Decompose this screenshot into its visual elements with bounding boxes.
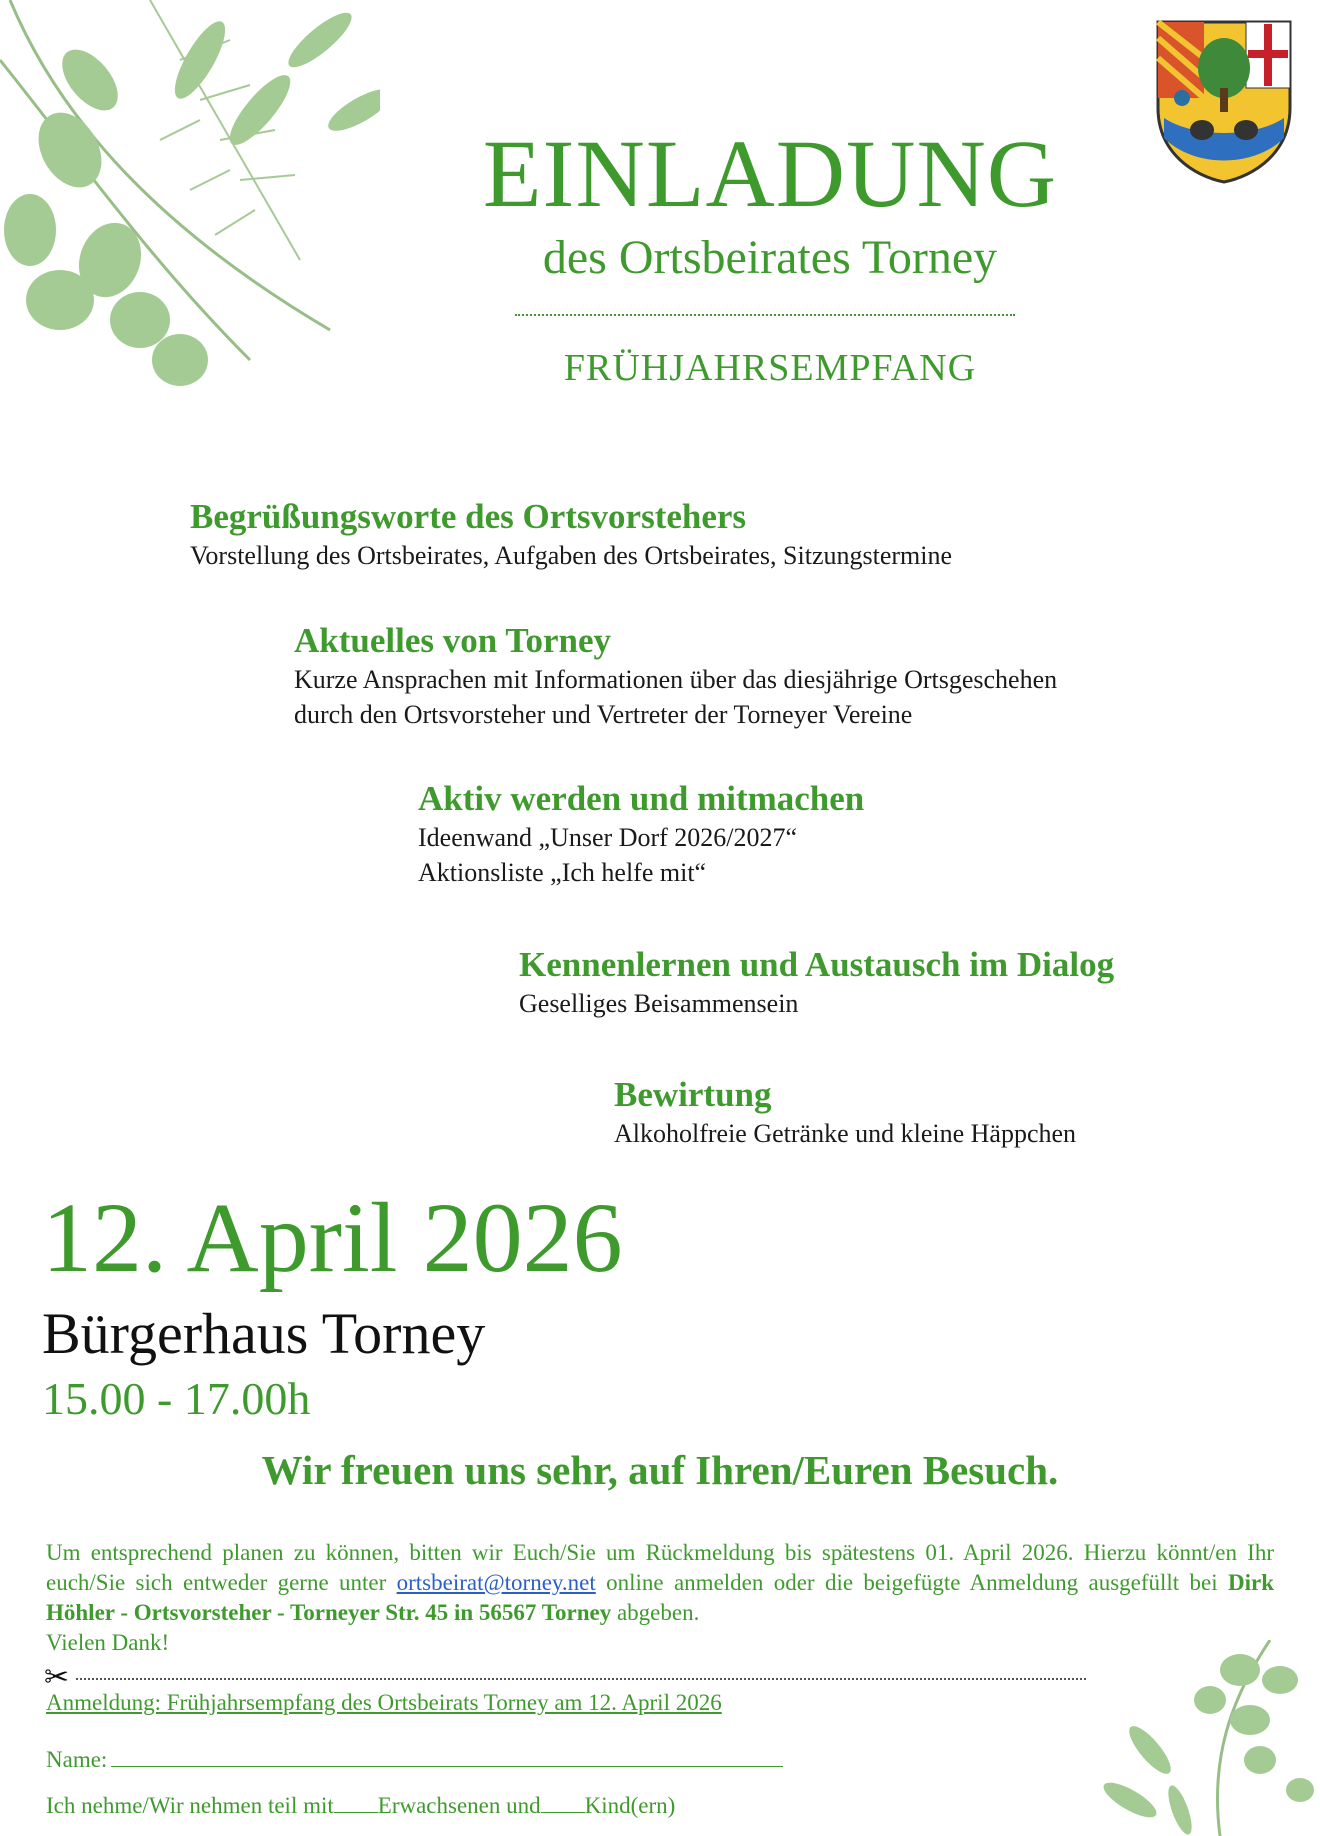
count-label: Ich nehme/Wir nehmen teil mit	[46, 1793, 334, 1818]
rsvp-text: abgeben.	[611, 1600, 700, 1625]
event-time: 15.00 - 17.00h	[42, 1373, 311, 1424]
rsvp-text: online anmelden oder die beigefügte Anmeldung ausgefüllt bei	[595, 1570, 1228, 1595]
program-heading: Kennenlernen und Austausch im Dialog	[519, 945, 1115, 984]
children-label: Kind(ern)	[584, 1793, 676, 1818]
program-item	[519, 944, 1114, 1021]
program-heading: Aktiv werden und mitmachen	[418, 779, 865, 818]
scissors-icon: ✂	[44, 1660, 70, 1695]
dotted-divider	[515, 314, 1015, 316]
name-label: Name:	[46, 1747, 108, 1772]
welcome-message: Wir freuen uns sehr, auf Ihren/Euren Besuch.	[261, 1447, 1059, 1493]
program-item	[614, 1074, 1076, 1151]
event-venue: Bürgerhaus Torney	[42, 1301, 486, 1366]
leaf-decoration-bottom	[1090, 1640, 1320, 1836]
program-heading: Begrüßungsworte des Ortsvorstehers	[190, 497, 747, 536]
name-field[interactable]	[111, 1746, 783, 1767]
program-item	[190, 496, 952, 573]
program-text: durch den Ortsvorsteher und Vertreter der Torneyer Vereine	[294, 700, 913, 729]
form-title: Anmeldung: Frühjahrsempfang des Ortsbeirats Torney am 12. April 2026	[46, 1690, 722, 1715]
page-subtitle: des Ortsbeirates Torney	[542, 231, 998, 284]
email-link[interactable]: ortsbeirat@torney.net	[396, 1570, 596, 1595]
program-text: Ideenwand „Unser Dorf 2026/2027“	[418, 823, 798, 852]
participant-count-row	[46, 1792, 675, 1819]
program-item	[418, 778, 864, 890]
program-text: Aktionsliste „Ich helfe mit“	[418, 858, 707, 887]
event-name: FRÜHJAHRSEMPFANG	[563, 347, 977, 389]
program-text: Vorstellung des Ortsbeirates, Aufgaben des Ortsbeirates, Sitzungstermine	[190, 541, 953, 570]
program-text: Alkoholfreie Getränke und kleine Häppchen	[614, 1119, 1077, 1148]
rsvp-contact: Dirk Höhler - Ortsvorsteher - Torneyer Str. 45 in 56567 Torney	[46, 1570, 1274, 1625]
adults-label: Erwachsenen und	[377, 1793, 541, 1818]
rsvp-thanks: Vielen Dank!	[46, 1630, 170, 1655]
program-item	[294, 620, 1057, 732]
adults-count-field[interactable]	[334, 1792, 378, 1813]
cut-line	[76, 1678, 1086, 1680]
rsvp-text: Um entsprechend planen zu können, bitten wir Euch/Sie um Rückmeldung bis spätestens 01. April 2026. Hierzu könnt/en Ihr euch/Sie sich entweder gerne unter	[46, 1540, 1274, 1595]
program-heading: Aktuelles von Torney	[294, 621, 611, 660]
children-count-field[interactable]	[541, 1792, 585, 1813]
leaf-decoration-top	[0, 0, 380, 400]
program-text: Geselliges Beisammensein	[519, 989, 799, 1018]
event-date: 12. April 2026	[42, 1182, 623, 1293]
program-heading: Bewirtung	[614, 1075, 772, 1114]
name-row	[46, 1746, 783, 1773]
program-text: Kurze Ansprachen mit Informationen über das diesjährige Ortsgeschehen	[294, 665, 1058, 694]
coat-of-arms-icon	[1154, 18, 1294, 184]
page-title: EINLADUNG	[482, 120, 1058, 227]
